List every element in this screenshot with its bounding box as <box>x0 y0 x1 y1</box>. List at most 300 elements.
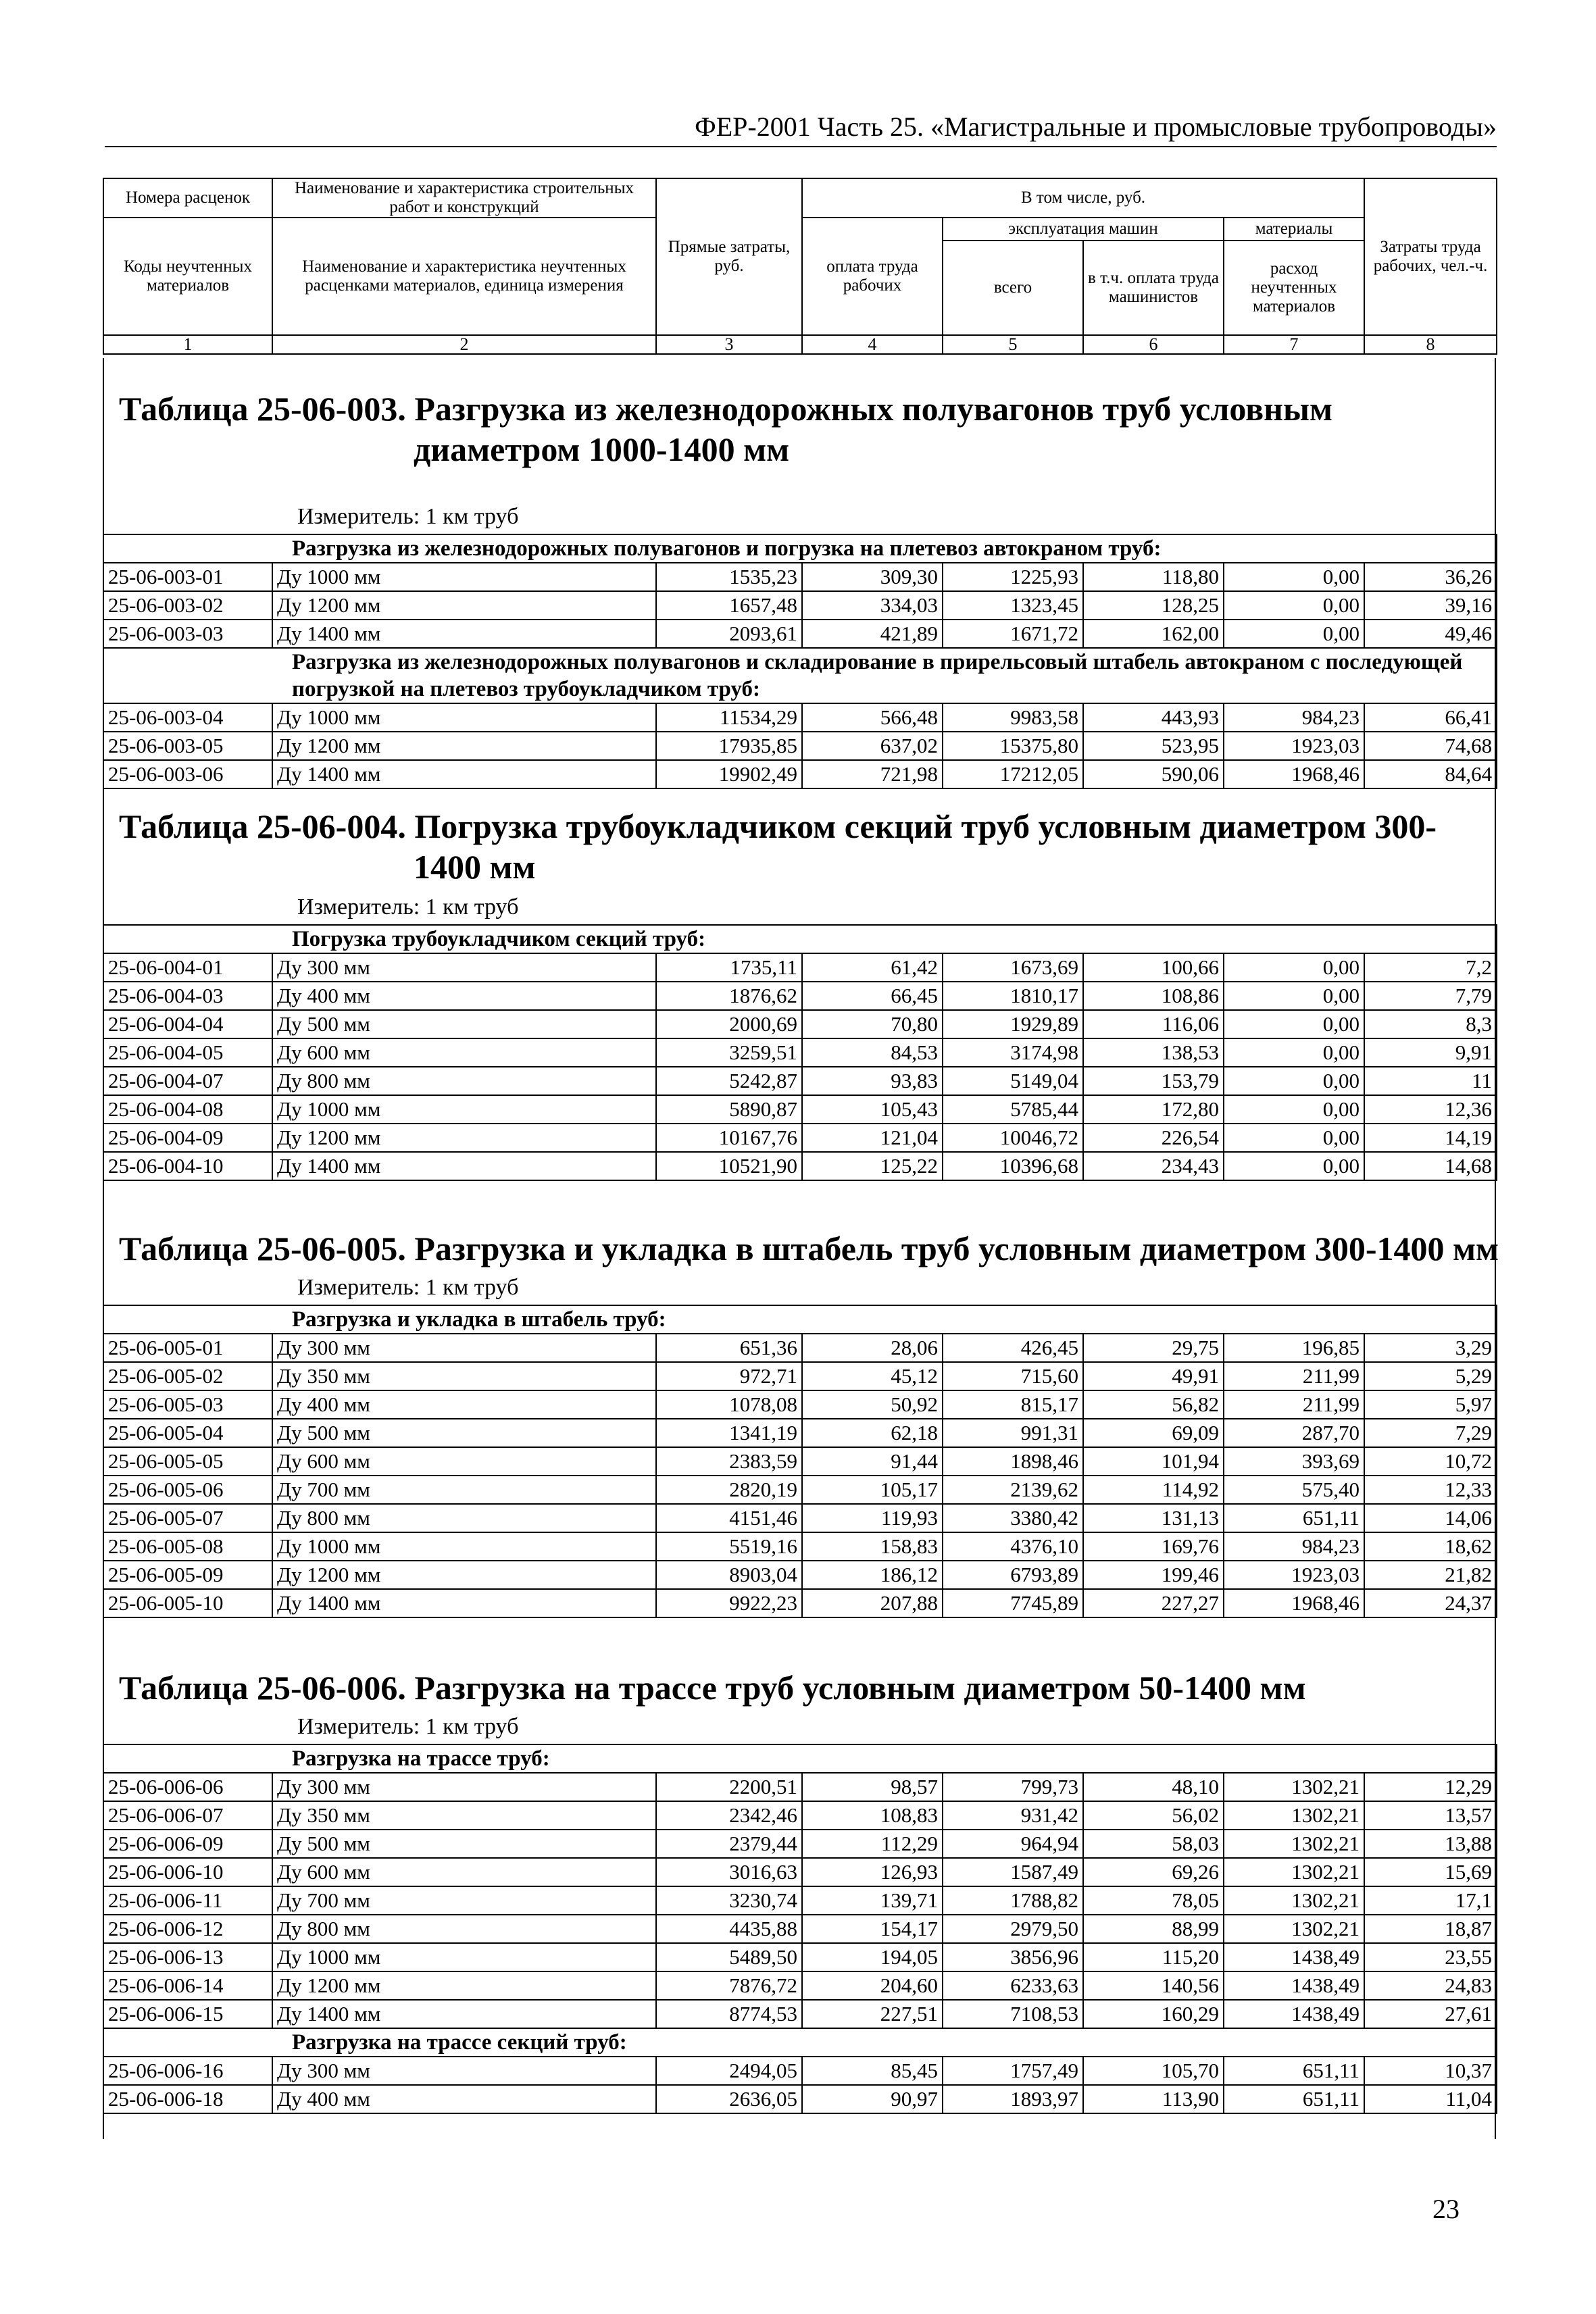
column-number: 6 <box>1083 335 1224 354</box>
work-description: Ду 800 мм <box>272 1915 656 1943</box>
table-title: Таблица 25-06-006. Разгрузка на трассе труб условным диаметром 50-1400 мм <box>119 1669 1306 1707</box>
unaccounted-materials-header: расход неучтенных материалов <box>1224 241 1364 335</box>
page-number: 23 <box>1432 2194 1460 2224</box>
rate-code: 25-06-006-06 <box>103 1773 272 1801</box>
work-description: Ду 1200 мм <box>272 1561 656 1589</box>
rate-code: 25-06-003-05 <box>103 732 272 760</box>
machines-total: 1323,45 <box>943 591 1083 620</box>
machines-total: 815,17 <box>943 1390 1083 1419</box>
direct-cost: 3016,63 <box>656 1858 802 1886</box>
table-row <box>103 1334 1497 1362</box>
labor-hours: 24,37 <box>1364 1589 1497 1617</box>
column-number: 3 <box>656 335 802 354</box>
direct-cost: 2342,46 <box>656 1801 802 1830</box>
labor-pay: 637,02 <box>802 732 943 760</box>
table-row <box>103 1124 1497 1152</box>
labor-hours: 14,68 <box>1364 1152 1497 1180</box>
table-row <box>103 1858 1497 1886</box>
direct-cost: 17935,85 <box>656 732 802 760</box>
machines-total: 1893,97 <box>943 2085 1083 2113</box>
rate-code: 25-06-003-02 <box>103 591 272 620</box>
direct-cost: 3230,74 <box>656 1886 802 1915</box>
work-description: Ду 350 мм <box>272 1362 656 1390</box>
rate-code: 25-06-005-05 <box>103 1447 272 1476</box>
labor-pay: 309,30 <box>802 563 943 591</box>
labor-pay: 121,04 <box>802 1124 943 1152</box>
labor-pay: 186,12 <box>802 1561 943 1589</box>
table-row <box>103 1561 1497 1589</box>
table-row <box>103 563 1497 591</box>
work-description: Ду 600 мм <box>272 1858 656 1886</box>
labor-pay: 204,60 <box>802 1971 943 2000</box>
materials-cost: 984,23 <box>1224 703 1364 732</box>
machines-total: 1757,49 <box>943 2057 1083 2085</box>
materials-cost: 1302,21 <box>1224 1773 1364 1801</box>
labor-hours: 7,79 <box>1364 982 1497 1010</box>
rate-code: 25-06-003-03 <box>103 620 272 648</box>
table-title: Таблица 25-06-004. Погрузка трубоукладчиком секций труб условным диаметром 300- <box>119 807 1437 845</box>
group-heading: Разгрузка и укладка в штабель труб: <box>103 1305 1497 1334</box>
operators-pay: 105,70 <box>1083 2057 1224 2085</box>
work-description: Ду 300 мм <box>272 2057 656 2085</box>
operators-pay: 162,00 <box>1083 620 1224 648</box>
labor-hours: 9,91 <box>1364 1038 1497 1067</box>
rate-code: 25-06-005-10 <box>103 1589 272 1617</box>
materials-cost: 1302,21 <box>1224 1858 1364 1886</box>
group-heading: Разгрузка на трассе секций труб: <box>103 2028 1497 2057</box>
operators-pay: 69,26 <box>1083 1858 1224 1886</box>
labor-cost-header: Затраты труда рабочих, чел.-ч. <box>1364 178 1497 335</box>
operators-pay: 56,02 <box>1083 1801 1224 1830</box>
materials-cost: 651,11 <box>1224 2085 1364 2113</box>
rate-code: 25-06-006-15 <box>103 2000 272 2028</box>
table-row <box>103 1589 1497 1617</box>
table-row <box>103 1476 1497 1504</box>
measure-unit: Измеритель: 1 км труб <box>297 1275 519 1300</box>
materials-cost: 211,99 <box>1224 1390 1364 1419</box>
table-row <box>103 2000 1497 2028</box>
direct-cost: 5242,87 <box>656 1067 802 1095</box>
labor-hours: 5,97 <box>1364 1390 1497 1419</box>
operators-pay: 199,46 <box>1083 1561 1224 1589</box>
labor-pay: 158,83 <box>802 1532 943 1561</box>
direct-cost: 5519,16 <box>656 1532 802 1561</box>
materials-header: материалы <box>1224 218 1364 241</box>
direct-cost: 2000,69 <box>656 1010 802 1038</box>
labor-pay: 85,45 <box>802 2057 943 2085</box>
operators-pay: 118,80 <box>1083 563 1224 591</box>
column-number: 5 <box>943 335 1083 354</box>
machines-total: 5149,04 <box>943 1067 1083 1095</box>
work-description: Ду 350 мм <box>272 1801 656 1830</box>
work-description: Ду 500 мм <box>272 1010 656 1038</box>
table-row <box>103 1830 1497 1858</box>
machines-total: 5785,44 <box>943 1095 1083 1124</box>
table-row <box>103 703 1497 732</box>
rate-code: 25-06-006-10 <box>103 1858 272 1886</box>
labor-pay-header: оплата труда рабочих <box>802 218 943 335</box>
rate-code: 25-06-005-07 <box>103 1504 272 1532</box>
table-row <box>103 1504 1497 1532</box>
column-number: 1 <box>103 335 272 354</box>
materials-cost: 0,00 <box>1224 591 1364 620</box>
materials-cost: 287,70 <box>1224 1419 1364 1447</box>
measure-unit: Измеритель: 1 км труб <box>297 1714 519 1739</box>
labor-hours: 23,55 <box>1364 1943 1497 1971</box>
work-description: Ду 500 мм <box>272 1419 656 1447</box>
operators-pay: 48,10 <box>1083 1773 1224 1801</box>
materials-cost: 0,00 <box>1224 1152 1364 1180</box>
rates-table <box>103 1305 1497 1618</box>
materials-cost: 0,00 <box>1224 1038 1364 1067</box>
table-row <box>103 1038 1497 1067</box>
materials-cost: 575,40 <box>1224 1476 1364 1504</box>
materials-cost: 1302,21 <box>1224 1801 1364 1830</box>
work-description: Ду 1400 мм <box>272 1152 656 1180</box>
operators-pay: 69,09 <box>1083 1419 1224 1447</box>
operators-pay: 100,66 <box>1083 953 1224 982</box>
table-row <box>103 1943 1497 1971</box>
direct-cost: 4435,88 <box>656 1915 802 1943</box>
direct-cost: 2200,51 <box>656 1773 802 1801</box>
group-heading: Разгрузка из железнодорожных полувагонов и складирование в прирельсовый штабель автокраном с последующей погрузкой на плетевоз трубоукладчиком труб: <box>103 648 1497 703</box>
labor-pay: 566,48 <box>802 703 943 732</box>
direct-cost: 3259,51 <box>656 1038 802 1067</box>
machines-total: 3174,98 <box>943 1038 1083 1067</box>
materials-cost: 1968,46 <box>1224 760 1364 788</box>
work-description: Ду 1400 мм <box>272 760 656 788</box>
operators-pay: 88,99 <box>1083 1915 1224 1943</box>
operators-pay: 29,75 <box>1083 1334 1224 1362</box>
col2-top-header: Наименование и характеристика строительных работ и конструкций <box>272 178 656 218</box>
table-row <box>103 1010 1497 1038</box>
work-description: Ду 1000 мм <box>272 1943 656 1971</box>
rate-code: 25-06-005-08 <box>103 1532 272 1561</box>
table-row <box>103 953 1497 982</box>
direct-cost: 8903,04 <box>656 1561 802 1589</box>
operators-pay: 523,95 <box>1083 732 1224 760</box>
machines-total: 9983,58 <box>943 703 1083 732</box>
machines-total: 715,60 <box>943 1362 1083 1390</box>
labor-hours: 66,41 <box>1364 703 1497 732</box>
labor-pay: 154,17 <box>802 1915 943 1943</box>
machines-total: 1671,72 <box>943 620 1083 648</box>
work-description: Ду 800 мм <box>272 1504 656 1532</box>
rate-code: 25-06-003-01 <box>103 563 272 591</box>
operators-pay: 234,43 <box>1083 1152 1224 1180</box>
rate-code: 25-06-006-16 <box>103 2057 272 2085</box>
work-description: Ду 300 мм <box>272 1334 656 1362</box>
labor-hours: 13,57 <box>1364 1801 1497 1830</box>
machines-total: 1810,17 <box>943 982 1083 1010</box>
materials-cost: 393,69 <box>1224 1447 1364 1476</box>
machines-total: 4376,10 <box>943 1532 1083 1561</box>
machines-total: 1929,89 <box>943 1010 1083 1038</box>
rates-table <box>103 534 1497 789</box>
direct-cost: 1535,23 <box>656 563 802 591</box>
table-row <box>103 591 1497 620</box>
direct-cost: 4151,46 <box>656 1504 802 1532</box>
rate-code: 25-06-006-11 <box>103 1886 272 1915</box>
direct-cost: 1735,11 <box>656 953 802 982</box>
machines-total: 15375,80 <box>943 732 1083 760</box>
direct-cost: 2093,61 <box>656 620 802 648</box>
machines-total: 17212,05 <box>943 760 1083 788</box>
materials-cost: 0,00 <box>1224 1010 1364 1038</box>
direct-cost: 2820,19 <box>656 1476 802 1504</box>
work-description: Ду 1000 мм <box>272 703 656 732</box>
operators-pay: 153,79 <box>1083 1067 1224 1095</box>
table-row <box>103 1067 1497 1095</box>
labor-hours: 12,29 <box>1364 1773 1497 1801</box>
table-row <box>103 1801 1497 1830</box>
materials-cost: 1302,21 <box>1224 1830 1364 1858</box>
column-number: 4 <box>802 335 943 354</box>
work-description: Ду 1200 мм <box>272 732 656 760</box>
direct-cost: 19902,49 <box>656 760 802 788</box>
operators-pay: 56,82 <box>1083 1390 1224 1419</box>
labor-pay: 421,89 <box>802 620 943 648</box>
table-row <box>103 1152 1497 1180</box>
machines-total: 3380,42 <box>943 1504 1083 1532</box>
group-heading: Разгрузка из железнодорожных полувагонов и погрузка на плетевоз автокраном труб: <box>103 534 1497 563</box>
table-row <box>103 1532 1497 1561</box>
machines-total: 2979,50 <box>943 1915 1083 1943</box>
machines-total: 7108,53 <box>943 2000 1083 2028</box>
operators-pay: 49,91 <box>1083 1362 1224 1390</box>
table-row <box>103 1419 1497 1447</box>
direct-cost: 1078,08 <box>656 1390 802 1419</box>
machines-total: 10396,68 <box>943 1152 1083 1180</box>
operators-pay: 115,20 <box>1083 1943 1224 1971</box>
work-description: Ду 400 мм <box>272 1390 656 1419</box>
running-header <box>105 108 1497 147</box>
group-heading: Погрузка трубоукладчиком секций труб: <box>103 925 1497 953</box>
direct-cost: 2383,59 <box>656 1447 802 1476</box>
table-row <box>103 2085 1497 2113</box>
direct-cost: 7876,72 <box>656 1971 802 2000</box>
operators-pay: 140,56 <box>1083 1971 1224 2000</box>
labor-pay: 28,06 <box>802 1334 943 1362</box>
labor-pay: 227,51 <box>802 2000 943 2028</box>
direct-cost: 1657,48 <box>656 591 802 620</box>
labor-hours: 36,26 <box>1364 563 1497 591</box>
direct-cost: 10167,76 <box>656 1124 802 1152</box>
materials-cost: 0,00 <box>1224 620 1364 648</box>
machines-total: 2139,62 <box>943 1476 1083 1504</box>
labor-pay: 84,53 <box>802 1038 943 1067</box>
measure-unit: Измеритель: 1 км труб <box>297 504 519 529</box>
table-title: Таблица 25-06-003. Разгрузка из железнодорожных полувагонов труб условным <box>119 390 1333 428</box>
labor-pay: 207,88 <box>802 1589 943 1617</box>
direct-cost: 5489,50 <box>656 1943 802 1971</box>
labor-hours: 21,82 <box>1364 1561 1497 1589</box>
work-description: Ду 1000 мм <box>272 1095 656 1124</box>
machines-total: 1788,82 <box>943 1886 1083 1915</box>
materials-cost: 651,11 <box>1224 2057 1364 2085</box>
labor-pay: 126,93 <box>802 1858 943 1886</box>
labor-hours: 12,36 <box>1364 1095 1497 1124</box>
rate-code: 25-06-004-05 <box>103 1038 272 1067</box>
labor-pay: 139,71 <box>802 1886 943 1915</box>
materials-cost: 0,00 <box>1224 1067 1364 1095</box>
rate-code: 25-06-006-09 <box>103 1830 272 1858</box>
table-row <box>103 1915 1497 1943</box>
rate-code: 25-06-004-08 <box>103 1095 272 1124</box>
machines-total: 3856,96 <box>943 1943 1083 1971</box>
materials-cost: 0,00 <box>1224 1095 1364 1124</box>
work-description: Ду 600 мм <box>272 1447 656 1476</box>
direct-cost: 2494,05 <box>656 2057 802 2085</box>
materials-cost: 1923,03 <box>1224 1561 1364 1589</box>
table-row <box>103 1390 1497 1419</box>
col1-top-header: Номера расценок <box>103 178 272 218</box>
work-description: Ду 500 мм <box>272 1830 656 1858</box>
direct-cost: 10521,90 <box>656 1152 802 1180</box>
machines-total: 964,94 <box>943 1830 1083 1858</box>
table-row <box>103 620 1497 648</box>
labor-pay: 119,93 <box>802 1504 943 1532</box>
materials-cost: 984,23 <box>1224 1532 1364 1561</box>
materials-cost: 0,00 <box>1224 982 1364 1010</box>
rates-table <box>103 924 1497 1181</box>
materials-cost: 1923,03 <box>1224 732 1364 760</box>
labor-pay: 45,12 <box>802 1362 943 1390</box>
col1-bottom-header: Коды неучтенных материалов <box>103 218 272 335</box>
work-description: Ду 1200 мм <box>272 1124 656 1152</box>
table-title-continued: диаметром 1000-1400 мм <box>414 430 790 468</box>
labor-hours: 74,68 <box>1364 732 1497 760</box>
machines-total: 1587,49 <box>943 1858 1083 1886</box>
operators-pay: 128,25 <box>1083 591 1224 620</box>
labor-pay: 105,17 <box>802 1476 943 1504</box>
rates-table <box>103 1744 1497 2114</box>
labor-pay: 721,98 <box>802 760 943 788</box>
direct-cost: 11534,29 <box>656 703 802 732</box>
labor-hours: 49,46 <box>1364 620 1497 648</box>
machines-total: 1225,93 <box>943 563 1083 591</box>
labor-hours: 24,83 <box>1364 1971 1497 2000</box>
table-row <box>103 2057 1497 2085</box>
machines-total: 931,42 <box>943 1801 1083 1830</box>
rate-code: 25-06-004-07 <box>103 1067 272 1095</box>
labor-hours: 3,29 <box>1364 1334 1497 1362</box>
direct-cost: 1876,62 <box>656 982 802 1010</box>
operators-pay: 590,06 <box>1083 760 1224 788</box>
labor-hours: 13,88 <box>1364 1830 1497 1858</box>
labor-hours: 12,33 <box>1364 1476 1497 1504</box>
table-row <box>103 1886 1497 1915</box>
materials-cost: 1438,49 <box>1224 1971 1364 2000</box>
operators-pay: 58,03 <box>1083 1830 1224 1858</box>
rate-code: 25-06-006-18 <box>103 2085 272 2113</box>
operators-pay: 101,94 <box>1083 1447 1224 1476</box>
work-description: Ду 700 мм <box>272 1476 656 1504</box>
work-description: Ду 1400 мм <box>272 620 656 648</box>
including-header: В том числе, руб. <box>802 178 1364 218</box>
rate-code: 25-06-004-10 <box>103 1152 272 1180</box>
labor-pay: 334,03 <box>802 591 943 620</box>
materials-cost: 1302,21 <box>1224 1886 1364 1915</box>
machines-total: 1673,69 <box>943 953 1083 982</box>
column-number: 7 <box>1224 335 1364 354</box>
rate-code: 25-06-006-07 <box>103 1801 272 1830</box>
labor-pay: 112,29 <box>802 1830 943 1858</box>
machines-total: 10046,72 <box>943 1124 1083 1152</box>
labor-pay: 108,83 <box>802 1801 943 1830</box>
work-description: Ду 300 мм <box>272 953 656 982</box>
work-description: Ду 1200 мм <box>272 591 656 620</box>
group-heading: Разгрузка на трассе труб: <box>103 1744 1497 1773</box>
direct-cost: 972,71 <box>656 1362 802 1390</box>
direct-cost: 1341,19 <box>656 1419 802 1447</box>
table-title: Таблица 25-06-005. Разгрузка и укладка в штабель труб условным диаметром 300-1400 мм <box>119 1230 1499 1267</box>
labor-pay: 70,80 <box>802 1010 943 1038</box>
table-row <box>103 1095 1497 1124</box>
machines-total: 6233,63 <box>943 1971 1083 2000</box>
labor-hours: 8,3 <box>1364 1010 1497 1038</box>
direct-cost: 8774,53 <box>656 2000 802 2028</box>
rate-code: 25-06-004-01 <box>103 953 272 982</box>
labor-pay: 125,22 <box>802 1152 943 1180</box>
rate-code: 25-06-006-13 <box>103 1943 272 1971</box>
work-description: Ду 700 мм <box>272 1886 656 1915</box>
direct-cost: 651,36 <box>656 1334 802 1362</box>
labor-pay: 50,92 <box>802 1390 943 1419</box>
materials-cost: 196,85 <box>1224 1334 1364 1362</box>
materials-cost: 0,00 <box>1224 563 1364 591</box>
work-description: Ду 400 мм <box>272 2085 656 2113</box>
column-header-table <box>103 178 1497 355</box>
work-description: Ду 300 мм <box>272 1773 656 1801</box>
operators-pay: 443,93 <box>1083 703 1224 732</box>
labor-hours: 18,87 <box>1364 1915 1497 1943</box>
machines-total: 7745,89 <box>943 1589 1083 1617</box>
rate-code: 25-06-003-06 <box>103 760 272 788</box>
materials-cost: 211,99 <box>1224 1362 1364 1390</box>
operators-pay: 138,53 <box>1083 1038 1224 1067</box>
table-row <box>103 1773 1497 1801</box>
labor-pay: 66,45 <box>802 982 943 1010</box>
labor-hours: 27,61 <box>1364 2000 1497 2028</box>
labor-pay: 98,57 <box>802 1773 943 1801</box>
materials-cost: 651,11 <box>1224 1504 1364 1532</box>
table-title-continued: 1400 мм <box>414 848 536 886</box>
work-description: Ду 1400 мм <box>272 2000 656 2028</box>
operators-pay: 108,86 <box>1083 982 1224 1010</box>
table-row <box>103 1971 1497 2000</box>
table-row <box>103 982 1497 1010</box>
labor-hours: 84,64 <box>1364 760 1497 788</box>
column-number: 2 <box>272 335 656 354</box>
labor-hours: 18,62 <box>1364 1532 1497 1561</box>
work-description: Ду 800 мм <box>272 1067 656 1095</box>
operators-pay: 169,76 <box>1083 1532 1224 1561</box>
labor-hours: 5,29 <box>1364 1362 1497 1390</box>
operators-pay: 160,29 <box>1083 2000 1224 2028</box>
rate-code: 25-06-004-09 <box>103 1124 272 1152</box>
machines-total: 799,73 <box>943 1773 1083 1801</box>
machines-operators-pay-header: в т.ч. оплата труда машинистов <box>1083 241 1224 335</box>
machines-total: 1898,46 <box>943 1447 1083 1476</box>
work-description: Ду 1400 мм <box>272 1589 656 1617</box>
direct-cost: 2636,05 <box>656 2085 802 2113</box>
operators-pay: 113,90 <box>1083 2085 1224 2113</box>
direct-cost-header: Прямые затраты, руб. <box>656 178 802 335</box>
materials-cost: 0,00 <box>1224 953 1364 982</box>
labor-hours: 7,2 <box>1364 953 1497 982</box>
table-row <box>103 732 1497 760</box>
